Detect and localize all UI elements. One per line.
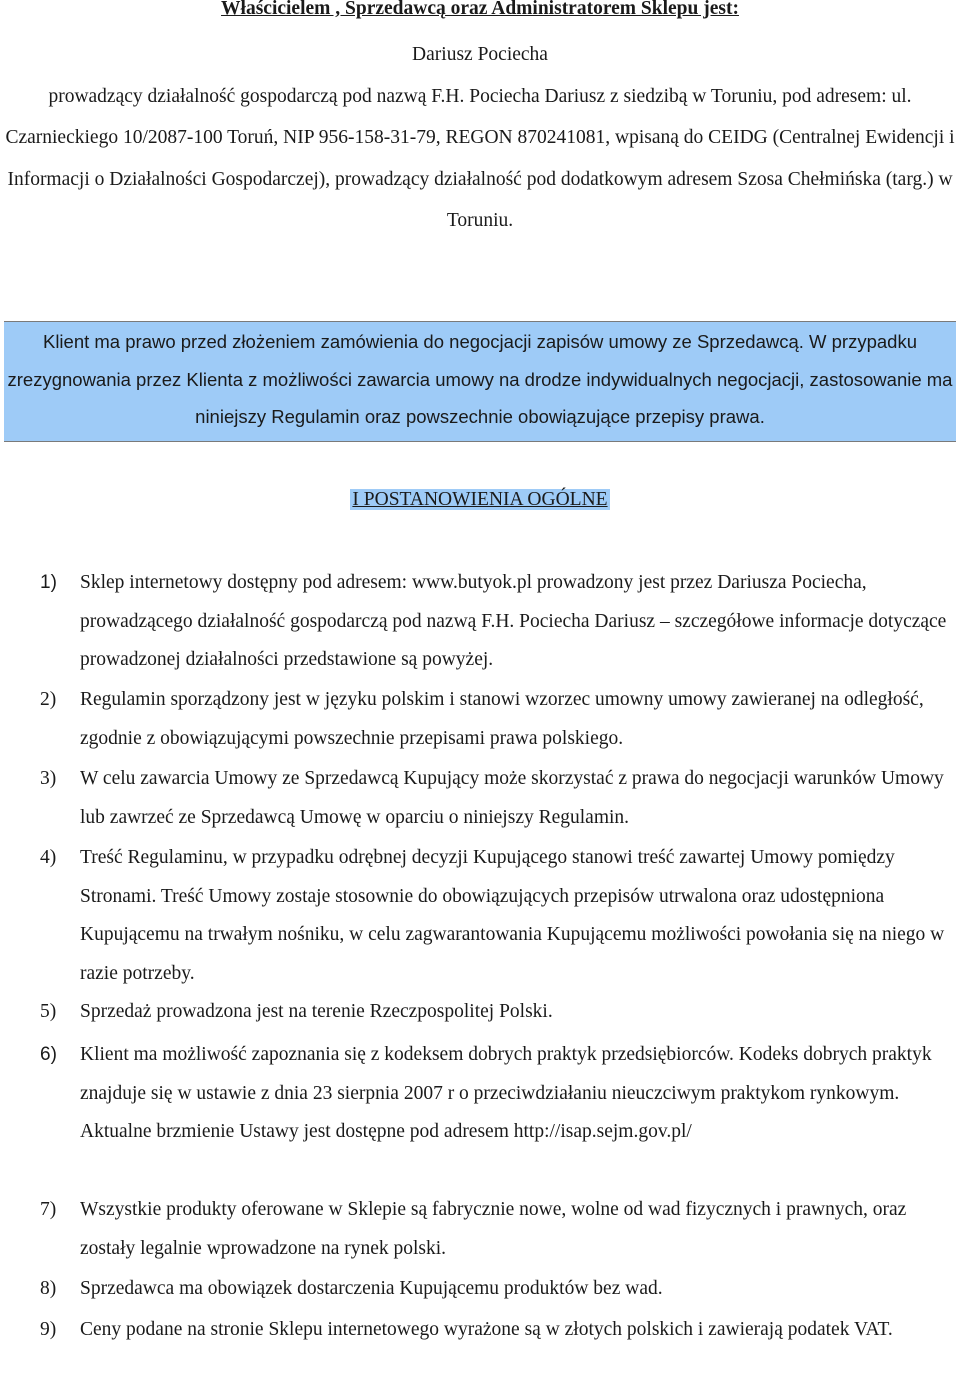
list-item-text: Regulamin sporządzony jest w języku polskim i stanowi wzorzec umowny umowy zawieranej na odległość, zgodnie z obowiązującymi powszechnie przepisami prawa polskiego.	[80, 689, 924, 749]
owner-name: Dariusz Pociecha	[412, 44, 548, 65]
list-item-number: 7)	[40, 1199, 57, 1220]
list-item-text: Klient ma możliwość zapoznania się z kodeksem dobrych praktyk przedsiębiorców. Kodeks dobrych praktyk znajduje się w ustawie z dnia 23 sierpnia 2007 r o przeciwdziałaniu nieuczciwym praktykom rynkowym. Aktualne brzmienie Ustawy jest dostępne pod adresem http://isap.sejm.gov.pl/	[80, 1044, 932, 1142]
list-item-number: 4)	[40, 847, 57, 868]
list-item-text: Sklep internetowy dostępny pod adresem: www.butyok.pl prowadzony jest przez Dariusza Pociecha, prowadzącego działalność gospodarczą pod nazwą F.H. Pociecha Dariusz – szczegółowe informacje dotyczące prowadzonej działalności przedstawione są powyżej.	[80, 572, 947, 670]
list-item-number: 8)	[40, 1278, 57, 1299]
document-title: Właścicielem , Sprzedawcą oraz Administratorem Sklepu jest:	[221, 0, 739, 19]
section-heading-text: I POSTANOWIENIA OGÓLNE	[352, 489, 608, 510]
list-item-text: W celu zawarcia Umowy ze Sprzedawcą Kupujący może skorzystać z prawa do negocjacji warunków Umowy lub zawrzeć ze Sprzedawcą Umowę w oparciu o niniejszy Regulamin.	[80, 768, 944, 828]
list-item-number: 2)	[40, 689, 57, 710]
list-item-number: 3)	[40, 768, 57, 789]
owner-details: prowadzący działalność gospodarczą pod nazwą F.H. Pociecha Dariusz z siedzibą w Toruniu, pod adresem: ul. Czarnieckiego 10/2087-100 Toruń, NIP 956-158-31-79, REGON 870241081, wpisaną do CEIDG (Centralnej Ewidencji i Informacji o Działalności Gospodarczej), prowadzący działalność pod dodatkowym adresem Szosa Chełmińska (targ.) w Toruniu.	[5, 85, 955, 231]
list-item-text: Treść Regulaminu, w przypadku odrębnej decyzji Kupującego stanowi treść zawartej Umowy pomiędzy Stronami. Treść Umowy zostaje stosownie do obowiązujących przepisów utrwalona oraz udostępniona Kupującemu na trwałym nośniku, w celu zagwarantowania Kupującemu możliwości powołania się na niego w razie potrzeby.	[80, 847, 945, 984]
list-item-number: 6)	[40, 1044, 57, 1065]
list-item-text: Sprzedaż prowadzona jest na terenie Rzeczpospolitej Polski.	[80, 1001, 553, 1022]
list-item-text: Sprzedawca ma obowiązek dostarczenia Kupującemu produktów bez wad.	[80, 1278, 663, 1299]
owner-block	[0, 34, 960, 242]
list-item-text: Ceny podane na stronie Sklepu internetowego wyrażone są w złotych polskich i zawierają podatek VAT.	[80, 1319, 893, 1340]
list-item-number: 9)	[40, 1319, 57, 1340]
list-item-text: Wszystkie produkty oferowane w Sklepie są fabrycznie nowe, wolne od wad fizycznych i prawnych, oraz zostały legalnie wprowadzone na rynek polski.	[80, 1199, 907, 1259]
negotiation-notice: Klient ma prawo przed złożeniem zamówienia do negocjacji zapisów umowy ze Sprzedawcą. W przypadku zrezygnowania przez Klienta z możliwości zawarcia umowy na drodze indywidualnych negocjacji, zastosowanie ma niniejszy Regulamin oraz powszechnie obowiązujące przepisy prawa.	[7, 331, 953, 427]
list-item-number: 1)	[40, 572, 57, 593]
list-item-number: 5)	[40, 1001, 57, 1022]
section-heading	[0, 484, 960, 516]
